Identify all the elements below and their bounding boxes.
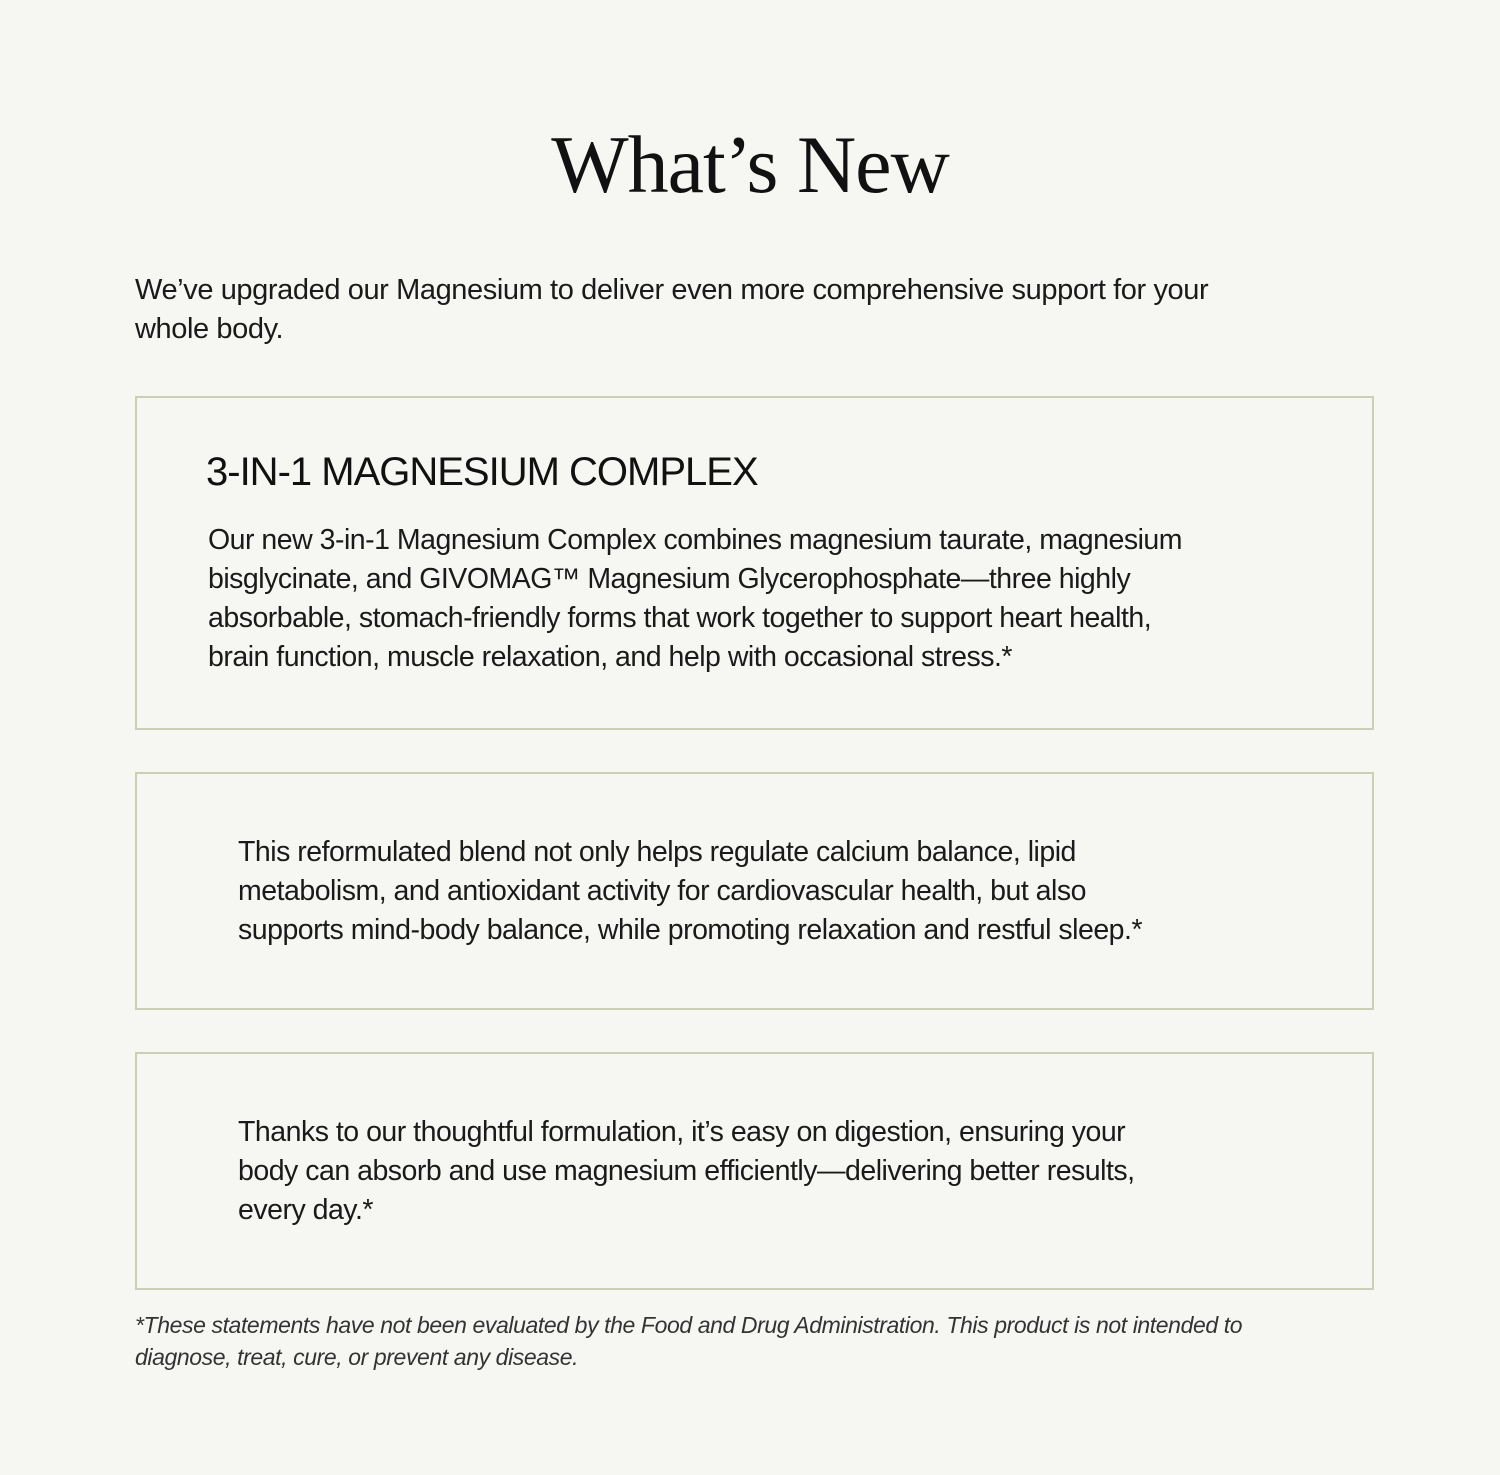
card-line: Thanks to our thoughtful formulation, it’s easy on digestion, ensuring your: [238, 1116, 1126, 1148]
card-line: brain function, muscle relaxation, and help with occasional stress.*: [208, 641, 1013, 673]
card-body: [238, 833, 1142, 950]
page-title: What’s New: [551, 119, 949, 210]
card-body: [208, 521, 1182, 677]
card-heading: 3-IN-1 MAGNESIUM COMPLEX: [206, 450, 758, 494]
card-line: metabolism, and antioxidant activity for cardiovascular health, but also: [238, 875, 1086, 907]
feature-card-complex: [135, 396, 1374, 730]
intro-text: [135, 271, 1375, 349]
fda-disclaimer: [135, 1309, 1242, 1373]
card-line: Our new 3-in-1 Magnesium Complex combines magnesium taurate, magnesium: [208, 524, 1183, 556]
card-line: every day.*: [238, 1194, 373, 1226]
feature-card-digestion: [135, 1052, 1374, 1290]
intro-line: We’ve upgraded our Magnesium to deliver even more comprehensive support for your: [135, 274, 1209, 306]
disclaimer-line: diagnose, treat, cure, or prevent any disease.: [135, 1344, 579, 1370]
card-body: [238, 1113, 1135, 1230]
disclaimer-line: *These statements have not been evaluated by the Food and Drug Administration. This product is not intended to: [135, 1312, 1243, 1338]
intro-line: whole body.: [135, 313, 284, 345]
card-line: supports mind-body balance, while promoting relaxation and restful sleep.*: [238, 914, 1143, 946]
card-line: body can absorb and use magnesium efficiently—delivering better results,: [238, 1155, 1135, 1187]
card-line: This reformulated blend not only helps regulate calcium balance, lipid: [238, 836, 1076, 868]
card-line: absorbable, stomach-friendly forms that work together to support heart health,: [208, 602, 1152, 634]
feature-card-blend: [135, 772, 1374, 1010]
card-line: bisglycinate, and GIVOMAG™ Magnesium Glycerophosphate—three highly: [208, 563, 1131, 595]
